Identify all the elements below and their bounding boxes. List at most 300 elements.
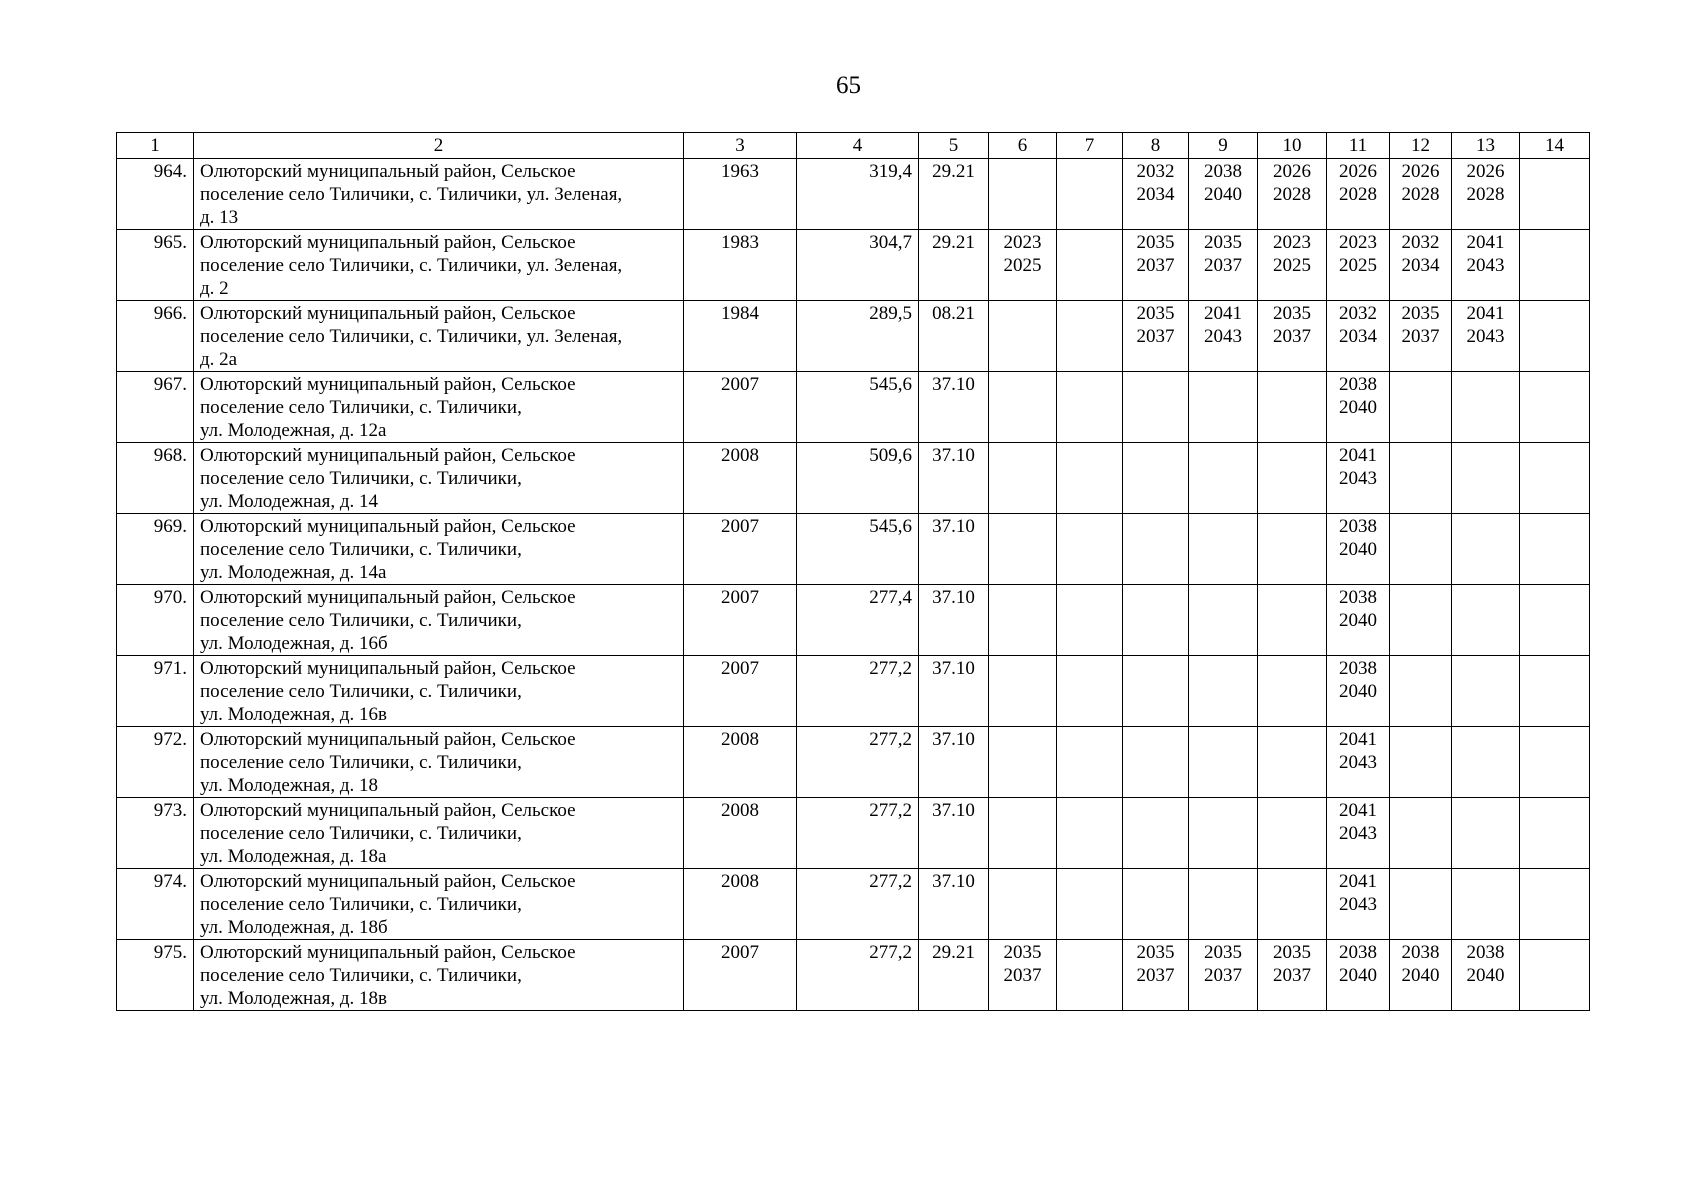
address-cell: [194, 727, 684, 798]
register-body: [117, 159, 1590, 1011]
year-built-cell: 2007: [684, 514, 797, 585]
year-built-cell: 2007: [684, 940, 797, 1011]
period-cell-c7: [1057, 159, 1123, 230]
address-cell: [194, 230, 684, 301]
period-cell-c7: [1057, 301, 1123, 372]
period-cell-c10: [1258, 230, 1327, 301]
period-year: 2041: [1466, 232, 1505, 253]
period-cell-c6: [989, 940, 1057, 1011]
period-year: 2026: [1339, 161, 1377, 182]
period-cell-c11: [1327, 585, 1390, 656]
period-cell-c10: [1258, 443, 1327, 514]
row-number-cell: 973.: [117, 798, 194, 869]
code-cell: 37.10: [919, 443, 989, 514]
period-cell-c9: [1189, 940, 1258, 1011]
period-cell-c6: [989, 301, 1057, 372]
address-line: поселение село Тиличики, с. Тиличики, ул. Зеленая,: [200, 255, 623, 276]
period-year: 2040: [1466, 965, 1505, 986]
address-line: поселение село Тиличики, с. Тиличики,: [200, 965, 522, 986]
period-cell-c7: [1057, 869, 1123, 940]
table-row: [117, 301, 1590, 372]
address-line: Олюторский муниципальный район, Сельское: [200, 942, 576, 963]
period-year: 2026: [1466, 161, 1505, 182]
column-header: 3: [684, 133, 797, 159]
address-cell: [194, 656, 684, 727]
column-header: 12: [1390, 133, 1452, 159]
period-cell-c7: [1057, 798, 1123, 869]
area-cell: 277,2: [797, 727, 919, 798]
period-year: 2038: [1339, 658, 1377, 679]
area-cell: 277,2: [797, 798, 919, 869]
period-cell-c9: [1189, 798, 1258, 869]
period-year: 2038: [1339, 942, 1377, 963]
year-built-cell: 2007: [684, 656, 797, 727]
period-year: 2043: [1339, 894, 1377, 915]
period-year: 2035: [1136, 232, 1175, 253]
column-header: 4: [797, 133, 919, 159]
period-year: 2038: [1466, 942, 1505, 963]
period-cell-c14: [1520, 443, 1590, 514]
period-cell-c11: [1327, 727, 1390, 798]
period-cell-c11: [1327, 656, 1390, 727]
period-cell-c13: [1452, 940, 1520, 1011]
period-year: 2023: [1273, 232, 1311, 253]
period-cell-c8: [1123, 656, 1189, 727]
period-cell-c14: [1520, 159, 1590, 230]
period-year: 2035: [1136, 942, 1175, 963]
period-cell-c7: [1057, 727, 1123, 798]
period-cell-c10: [1258, 940, 1327, 1011]
table-row: [117, 869, 1590, 940]
period-year: 2028: [1401, 184, 1440, 205]
period-year: 2023: [1339, 232, 1377, 253]
address-line: поселение село Тиличики, с. Тиличики,: [200, 468, 522, 489]
year-built-cell: 1963: [684, 159, 797, 230]
period-cell-c9: [1189, 301, 1258, 372]
period-year: 2026: [1401, 161, 1440, 182]
period-cell-c13: [1452, 159, 1520, 230]
period-year: 2035: [1273, 942, 1311, 963]
column-header: 5: [919, 133, 989, 159]
period-year: 2025: [1003, 255, 1042, 276]
period-year: 2037: [1401, 326, 1440, 347]
period-cell-c8: [1123, 443, 1189, 514]
period-cell-c8: [1123, 940, 1189, 1011]
table-row: [117, 372, 1590, 443]
address-cell: [194, 301, 684, 372]
area-cell: 277,2: [797, 940, 919, 1011]
period-year: 2025: [1339, 255, 1377, 276]
period-year: 2037: [1273, 965, 1311, 986]
period-cell-c8: [1123, 372, 1189, 443]
address-line: Олюторский муниципальный район, Сельское: [200, 871, 576, 892]
period-cell-c12: [1390, 372, 1452, 443]
area-cell: 277,4: [797, 585, 919, 656]
period-cell-c9: [1189, 514, 1258, 585]
period-cell-c10: [1258, 159, 1327, 230]
address-line: поселение село Тиличики, с. Тиличики,: [200, 823, 522, 844]
period-year: 2032: [1339, 303, 1377, 324]
address-line: ул. Молодежная, д. 18а: [200, 846, 387, 867]
period-cell-c14: [1520, 727, 1590, 798]
period-year: 2025: [1273, 255, 1311, 276]
period-cell-c8: [1123, 301, 1189, 372]
address-line: Олюторский муниципальный район, Сельское: [200, 232, 576, 253]
row-number-cell: 966.: [117, 301, 194, 372]
period-year: 2028: [1466, 184, 1505, 205]
period-cell-c11: [1327, 230, 1390, 301]
area-cell: 304,7: [797, 230, 919, 301]
address-line: Олюторский муниципальный район, Сельское: [200, 374, 576, 395]
period-cell-c12: [1390, 798, 1452, 869]
address-line: поселение село Тиличики, с. Тиличики,: [200, 681, 522, 702]
period-cell-c10: [1258, 372, 1327, 443]
period-cell-c10: [1258, 585, 1327, 656]
table-row: [117, 656, 1590, 727]
period-year: 2037: [1204, 965, 1242, 986]
period-cell-c13: [1452, 514, 1520, 585]
period-year: 2034: [1401, 255, 1440, 276]
year-built-cell: 2008: [684, 727, 797, 798]
period-year: 2043: [1339, 468, 1377, 489]
period-year: 2037: [1136, 255, 1175, 276]
area-cell: 545,6: [797, 372, 919, 443]
period-cell-c12: [1390, 869, 1452, 940]
address-cell: [194, 443, 684, 514]
period-cell-c6: [989, 656, 1057, 727]
address-cell: [194, 940, 684, 1011]
period-cell-c14: [1520, 514, 1590, 585]
address-cell: [194, 869, 684, 940]
row-number-cell: 971.: [117, 656, 194, 727]
address-line: Олюторский муниципальный район, Сельское: [200, 161, 576, 182]
address-line: ул. Молодежная, д. 12а: [200, 420, 387, 441]
period-cell-c13: [1452, 869, 1520, 940]
address-line: д. 2а: [200, 349, 238, 370]
column-header: 1: [117, 133, 194, 159]
period-cell-c14: [1520, 940, 1590, 1011]
column-header: 6: [989, 133, 1057, 159]
period-cell-c8: [1123, 869, 1189, 940]
period-cell-c14: [1520, 869, 1590, 940]
period-year: 2032: [1401, 232, 1440, 253]
address-line: поселение село Тиличики, с. Тиличики,: [200, 610, 522, 631]
address-cell: [194, 798, 684, 869]
period-year: 2035: [1003, 942, 1042, 963]
period-cell-c6: [989, 159, 1057, 230]
period-cell-c13: [1452, 301, 1520, 372]
address-line: ул. Молодежная, д. 16б: [200, 633, 388, 654]
period-cell-c8: [1123, 585, 1189, 656]
period-year: 2037: [1003, 965, 1042, 986]
period-cell-c13: [1452, 443, 1520, 514]
column-header: 11: [1327, 133, 1390, 159]
period-cell-c6: [989, 869, 1057, 940]
period-cell-c6: [989, 230, 1057, 301]
period-year: 2035: [1401, 303, 1440, 324]
period-year: 2041: [1339, 871, 1377, 892]
period-cell-c9: [1189, 372, 1258, 443]
period-cell-c12: [1390, 159, 1452, 230]
address-line: поселение село Тиличики, с. Тиличики,: [200, 752, 522, 773]
period-cell-c12: [1390, 940, 1452, 1011]
period-year: 2040: [1339, 539, 1377, 560]
period-year: 2037: [1273, 326, 1311, 347]
table-row: [117, 514, 1590, 585]
period-year: 2041: [1204, 303, 1242, 324]
period-cell-c12: [1390, 443, 1452, 514]
period-year: 2037: [1136, 965, 1175, 986]
address-cell: [194, 159, 684, 230]
period-cell-c13: [1452, 585, 1520, 656]
period-year: 2040: [1339, 397, 1377, 418]
period-year: 2035: [1204, 232, 1242, 253]
code-cell: 37.10: [919, 585, 989, 656]
period-cell-c8: [1123, 159, 1189, 230]
period-cell-c7: [1057, 372, 1123, 443]
period-cell-c14: [1520, 585, 1590, 656]
period-year: 2035: [1136, 303, 1175, 324]
address-line: поселение село Тиличики, с. Тиличики,: [200, 397, 522, 418]
address-line: поселение село Тиличики, с. Тиличики, ул. Зеленая,: [200, 184, 623, 205]
row-number-cell: 969.: [117, 514, 194, 585]
period-cell-c6: [989, 443, 1057, 514]
code-cell: 37.10: [919, 727, 989, 798]
period-year: 2023: [1003, 232, 1042, 253]
period-cell-c13: [1452, 727, 1520, 798]
address-line: Олюторский муниципальный район, Сельское: [200, 800, 576, 821]
table-row: [117, 798, 1590, 869]
column-number-row: [117, 133, 1590, 159]
row-number-cell: 965.: [117, 230, 194, 301]
period-cell-c13: [1452, 798, 1520, 869]
code-cell: 29.21: [919, 159, 989, 230]
period-cell-c10: [1258, 727, 1327, 798]
row-number-cell: 974.: [117, 869, 194, 940]
period-cell-c10: [1258, 301, 1327, 372]
period-year: 2040: [1339, 681, 1377, 702]
address-line: поселение село Тиличики, с. Тиличики,: [200, 894, 522, 915]
address-line: ул. Молодежная, д. 14а: [200, 562, 387, 583]
period-year: 2041: [1466, 303, 1505, 324]
address-line: д. 2: [200, 278, 229, 299]
period-cell-c9: [1189, 585, 1258, 656]
period-cell-c14: [1520, 656, 1590, 727]
column-header: 10: [1258, 133, 1327, 159]
period-cell-c9: [1189, 656, 1258, 727]
period-cell-c14: [1520, 230, 1590, 301]
period-cell-c8: [1123, 514, 1189, 585]
period-cell-c7: [1057, 656, 1123, 727]
period-cell-c11: [1327, 443, 1390, 514]
register-table: [116, 132, 1590, 1011]
address-line: Олюторский муниципальный район, Сельское: [200, 729, 576, 750]
code-cell: 08.21: [919, 301, 989, 372]
period-year: 2035: [1204, 942, 1242, 963]
address-line: поселение село Тиличики, с. Тиличики,: [200, 539, 522, 560]
period-cell-c11: [1327, 869, 1390, 940]
table-row: [117, 230, 1590, 301]
period-cell-c14: [1520, 301, 1590, 372]
row-number-cell: 968.: [117, 443, 194, 514]
period-year: 2035: [1273, 303, 1311, 324]
period-year: 2043: [1339, 752, 1377, 773]
period-year: 2034: [1339, 326, 1377, 347]
period-cell-c6: [989, 514, 1057, 585]
row-number-cell: 964.: [117, 159, 194, 230]
period-cell-c7: [1057, 940, 1123, 1011]
period-cell-c14: [1520, 372, 1590, 443]
period-year: 2028: [1273, 184, 1311, 205]
table-row: [117, 443, 1590, 514]
address-line: ул. Молодежная, д. 16в: [200, 704, 387, 725]
period-year: 2038: [1339, 587, 1377, 608]
area-cell: 289,5: [797, 301, 919, 372]
period-year: 2040: [1401, 965, 1440, 986]
period-cell-c8: [1123, 727, 1189, 798]
period-cell-c12: [1390, 656, 1452, 727]
column-header: 13: [1452, 133, 1520, 159]
period-cell-c10: [1258, 798, 1327, 869]
period-year: 2040: [1339, 610, 1377, 631]
year-built-cell: 2008: [684, 443, 797, 514]
area-cell: 545,6: [797, 514, 919, 585]
period-cell-c12: [1390, 727, 1452, 798]
year-built-cell: 2008: [684, 798, 797, 869]
address-line: ул. Молодежная, д. 14: [200, 491, 378, 512]
code-cell: 37.10: [919, 656, 989, 727]
code-cell: 37.10: [919, 514, 989, 585]
period-year: 2028: [1339, 184, 1377, 205]
address-line: Олюторский муниципальный район, Сельское: [200, 303, 576, 324]
period-cell-c10: [1258, 656, 1327, 727]
page-number: 65: [836, 72, 861, 99]
code-cell: 37.10: [919, 798, 989, 869]
address-line: ул. Молодежная, д. 18: [200, 775, 378, 796]
column-header: 9: [1189, 133, 1258, 159]
period-year: 2038: [1204, 161, 1242, 182]
period-cell-c11: [1327, 372, 1390, 443]
period-year: 2037: [1136, 326, 1175, 347]
address-line: поселение село Тиличики, с. Тиличики, ул. Зеленая,: [200, 326, 623, 347]
row-number-cell: 972.: [117, 727, 194, 798]
period-cell-c14: [1520, 798, 1590, 869]
year-built-cell: 1983: [684, 230, 797, 301]
period-year: 2043: [1466, 255, 1505, 276]
period-cell-c9: [1189, 230, 1258, 301]
period-cell-c7: [1057, 585, 1123, 656]
period-cell-c11: [1327, 940, 1390, 1011]
period-cell-c7: [1057, 230, 1123, 301]
column-header: 8: [1123, 133, 1189, 159]
column-header: 7: [1057, 133, 1123, 159]
period-cell-c12: [1390, 514, 1452, 585]
address-cell: [194, 372, 684, 443]
address-line: Олюторский муниципальный район, Сельское: [200, 516, 576, 537]
table-row: [117, 585, 1590, 656]
period-year: 2041: [1339, 729, 1377, 750]
area-cell: 509,6: [797, 443, 919, 514]
period-cell-c9: [1189, 869, 1258, 940]
period-cell-c6: [989, 585, 1057, 656]
period-cell-c7: [1057, 514, 1123, 585]
period-cell-c11: [1327, 514, 1390, 585]
address-line: Олюторский муниципальный район, Сельское: [200, 658, 576, 679]
code-cell: 29.21: [919, 230, 989, 301]
period-year: 2040: [1204, 184, 1242, 205]
area-cell: 319,4: [797, 159, 919, 230]
period-year: 2043: [1466, 326, 1505, 347]
year-built-cell: 2007: [684, 585, 797, 656]
area-cell: 277,2: [797, 656, 919, 727]
year-built-cell: 1984: [684, 301, 797, 372]
period-year: 2038: [1339, 516, 1377, 537]
period-year: 2040: [1339, 965, 1377, 986]
period-year: 2041: [1339, 445, 1377, 466]
address-line: Олюторский муниципальный район, Сельское: [200, 445, 576, 466]
period-cell-c9: [1189, 727, 1258, 798]
address-line: ул. Молодежная, д. 18б: [200, 917, 388, 938]
period-cell-c7: [1057, 443, 1123, 514]
area-cell: 277,2: [797, 869, 919, 940]
code-cell: 37.10: [919, 372, 989, 443]
period-cell-c10: [1258, 514, 1327, 585]
table-row: [117, 159, 1590, 230]
address-line: ул. Молодежная, д. 18в: [200, 988, 387, 1009]
row-number-cell: 970.: [117, 585, 194, 656]
period-year: 2032: [1136, 161, 1175, 182]
period-year: 2043: [1204, 326, 1242, 347]
year-built-cell: 2008: [684, 869, 797, 940]
period-year: 2043: [1339, 823, 1377, 844]
period-cell-c6: [989, 798, 1057, 869]
period-year: 2038: [1401, 942, 1440, 963]
period-cell-c12: [1390, 585, 1452, 656]
period-cell-c11: [1327, 301, 1390, 372]
period-cell-c9: [1189, 443, 1258, 514]
period-cell-c11: [1327, 798, 1390, 869]
address-line: д. 13: [200, 207, 239, 228]
period-cell-c8: [1123, 798, 1189, 869]
period-cell-c13: [1452, 230, 1520, 301]
period-year: 2041: [1339, 800, 1377, 821]
table-row: [117, 940, 1590, 1011]
period-cell-c10: [1258, 869, 1327, 940]
period-cell-c6: [989, 372, 1057, 443]
period-year: 2026: [1273, 161, 1311, 182]
period-cell-c12: [1390, 301, 1452, 372]
period-cell-c6: [989, 727, 1057, 798]
period-cell-c13: [1452, 656, 1520, 727]
table-row: [117, 727, 1590, 798]
code-cell: 37.10: [919, 869, 989, 940]
row-number-cell: 967.: [117, 372, 194, 443]
period-cell-c9: [1189, 159, 1258, 230]
address-cell: [194, 514, 684, 585]
period-year: 2038: [1339, 374, 1377, 395]
column-header: 14: [1520, 133, 1590, 159]
row-number-cell: 975.: [117, 940, 194, 1011]
period-year: 2037: [1204, 255, 1242, 276]
period-cell-c11: [1327, 159, 1390, 230]
period-cell-c8: [1123, 230, 1189, 301]
address-cell: [194, 585, 684, 656]
column-header: 2: [194, 133, 684, 159]
code-cell: 29.21: [919, 940, 989, 1011]
period-cell-c13: [1452, 372, 1520, 443]
period-cell-c12: [1390, 230, 1452, 301]
address-line: Олюторский муниципальный район, Сельское: [200, 587, 576, 608]
